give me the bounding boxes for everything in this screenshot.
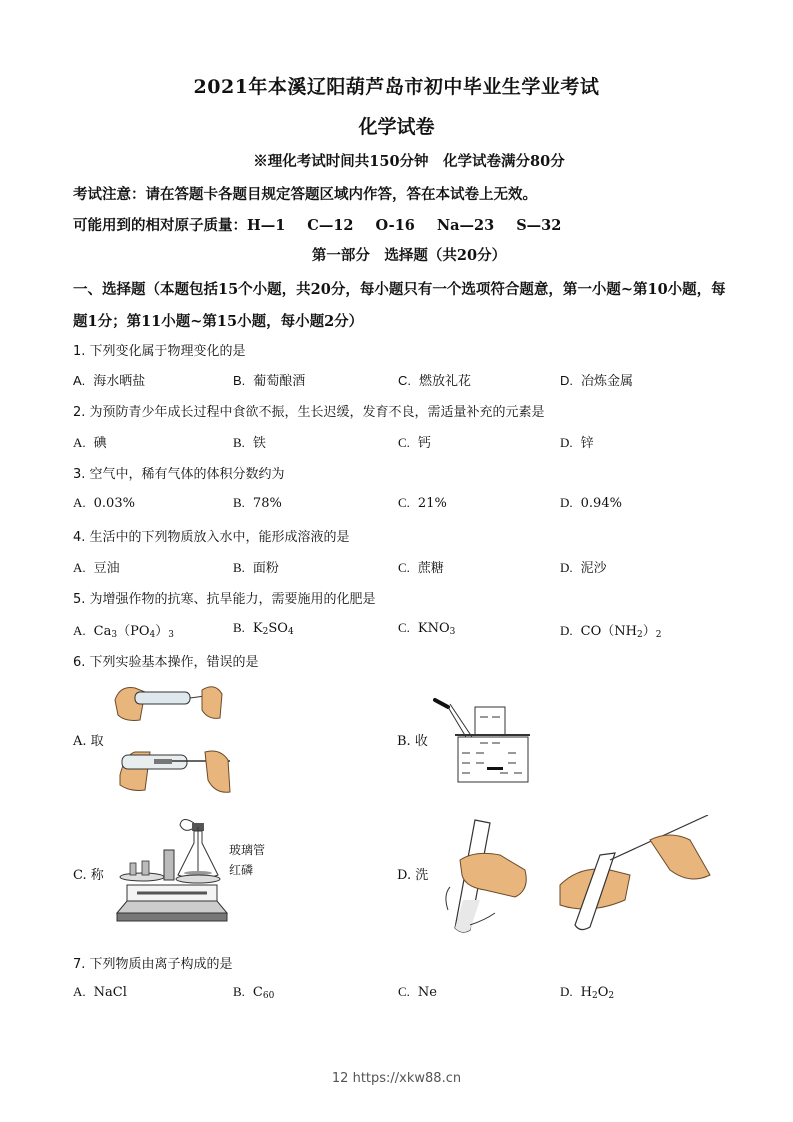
- option-b[interactable]: B. 78%: [233, 495, 282, 511]
- option-b[interactable]: B. 葡萄酿酒: [233, 373, 306, 389]
- question-3: 3. 空气中，稀有气体的体积分数约为: [73, 467, 285, 482]
- option-c[interactable]: C. Ne: [398, 984, 437, 1000]
- question-2: 2. 为预防青少年成长过程中食欲不振，生长迟缓，发育不良，需适量补充的元素是: [73, 405, 545, 420]
- option-b[interactable]: B. $C_{60}$: [233, 984, 275, 1001]
- question-stem: 下列物质由离子构成的是: [89, 957, 233, 972]
- figure-c-label[interactable]: C. 称: [73, 868, 104, 883]
- page-footer: 12 https://xkw88.cn: [331, 1071, 462, 1086]
- question-stem: 下列实验基本操作，错误的是: [89, 655, 259, 670]
- option-c[interactable]: C. 燃放礼花: [398, 373, 472, 389]
- atomic-mass-h: H—1: [247, 217, 286, 234]
- option-c[interactable]: C. 钙: [398, 435, 431, 451]
- option-d[interactable]: D. 泥沙: [560, 560, 607, 576]
- figure-c-weigh-balance: [112, 815, 232, 930]
- question-stem: 空气中，稀有气体的体积分数约为: [89, 467, 285, 482]
- question-stem: 为预防青少年成长过程中食欲不振，生长迟缓，发育不良，需适量补充的元素是: [89, 405, 545, 420]
- atomic-masses: [73, 214, 583, 235]
- exam-title: 2021年本溪辽阳葫芦岛市初中毕业生学业考试: [193, 76, 600, 98]
- annotation-glass-tube: 玻璃管: [229, 843, 266, 857]
- option-b[interactable]: B. 铁: [233, 435, 266, 451]
- option-a[interactable]: A. 碘: [73, 435, 107, 451]
- question-stem: 生活中的下列物质放入水中，能形成溶液的是: [89, 530, 350, 545]
- option-a[interactable]: A. 豆油: [73, 560, 120, 576]
- option-b[interactable]: B. 面粉: [233, 560, 279, 576]
- question-stem: 为增强作物的抗寒、抗旱能力，需要施用的化肥是: [89, 592, 376, 607]
- question-4: 4. 生活中的下列物质放入水中，能形成溶液的是: [73, 530, 350, 545]
- annotation-red-phosphorus: 红磷: [229, 863, 254, 877]
- question-7: 7. 下列物质由离子构成的是: [73, 957, 233, 972]
- option-b[interactable]: B. $K_2SO_4$: [233, 620, 294, 637]
- option-a[interactable]: A. $Ca_3(PO_4)_3$: [73, 623, 174, 640]
- option-a[interactable]: A. 0.03%: [73, 495, 135, 511]
- question-1: 1. 下列变化属于物理变化的是: [73, 344, 246, 359]
- atomic-mass-c: C—12: [307, 217, 354, 234]
- exam-info: ※理化考试时间共150分钟 化学试卷满分80分: [253, 153, 565, 170]
- option-d[interactable]: D. 0.94%: [560, 495, 622, 511]
- atomic-mass-o: O-16: [375, 217, 415, 234]
- atomic-mass-label: 可能用到的相对原子质量：: [73, 217, 247, 234]
- option-c[interactable]: C. 蔗糖: [398, 560, 444, 576]
- option-d[interactable]: D. 锌: [560, 435, 594, 451]
- atomic-mass-na: Na—23: [436, 217, 495, 234]
- option-a[interactable]: A. NaCl: [73, 984, 127, 1000]
- figure-d-wash-tube: [440, 815, 715, 940]
- exam-notice: 考试注意：请在答题卡各题目规定答题区域内作答，答在本试卷上无效。: [73, 186, 537, 203]
- figure-b-collect-gas: [430, 695, 540, 790]
- figure-a-take-solid: [110, 680, 240, 800]
- option-d[interactable]: D. $CO(NH_2)_2$: [560, 623, 662, 640]
- question-stem: 下列变化属于物理变化的是: [89, 344, 246, 359]
- option-d[interactable]: D. $H_2O_2$: [560, 984, 615, 1001]
- section-intro: 一、选择题（本题包括15个小题，共20分，每小题只有一个选项符合题意，第一小题~第10小题，每题1分；第11小题~第15小题，每小题2分）: [73, 281, 726, 330]
- option-c[interactable]: C. 21%: [398, 495, 447, 511]
- subject-title: 化学试卷: [358, 116, 435, 138]
- question-5: 5. 为增强作物的抗寒、抗旱能力，需要施用的化肥是: [73, 592, 376, 607]
- atomic-mass-s: S—32: [516, 217, 562, 234]
- option-d[interactable]: D. 冶炼金属: [560, 373, 634, 389]
- part-one-title: 第一部分 选择题（共20分）: [311, 247, 507, 264]
- option-c[interactable]: C. $KNO_3$: [398, 620, 456, 637]
- figure-a-label[interactable]: A. 取: [73, 734, 104, 749]
- question-6: 6. 下列实验基本操作，错误的是: [73, 655, 259, 670]
- figure-b-label[interactable]: B. 收: [397, 734, 428, 749]
- option-a[interactable]: A. 海水晒盐: [73, 373, 146, 389]
- figure-d-label[interactable]: D. 洗: [397, 868, 429, 883]
